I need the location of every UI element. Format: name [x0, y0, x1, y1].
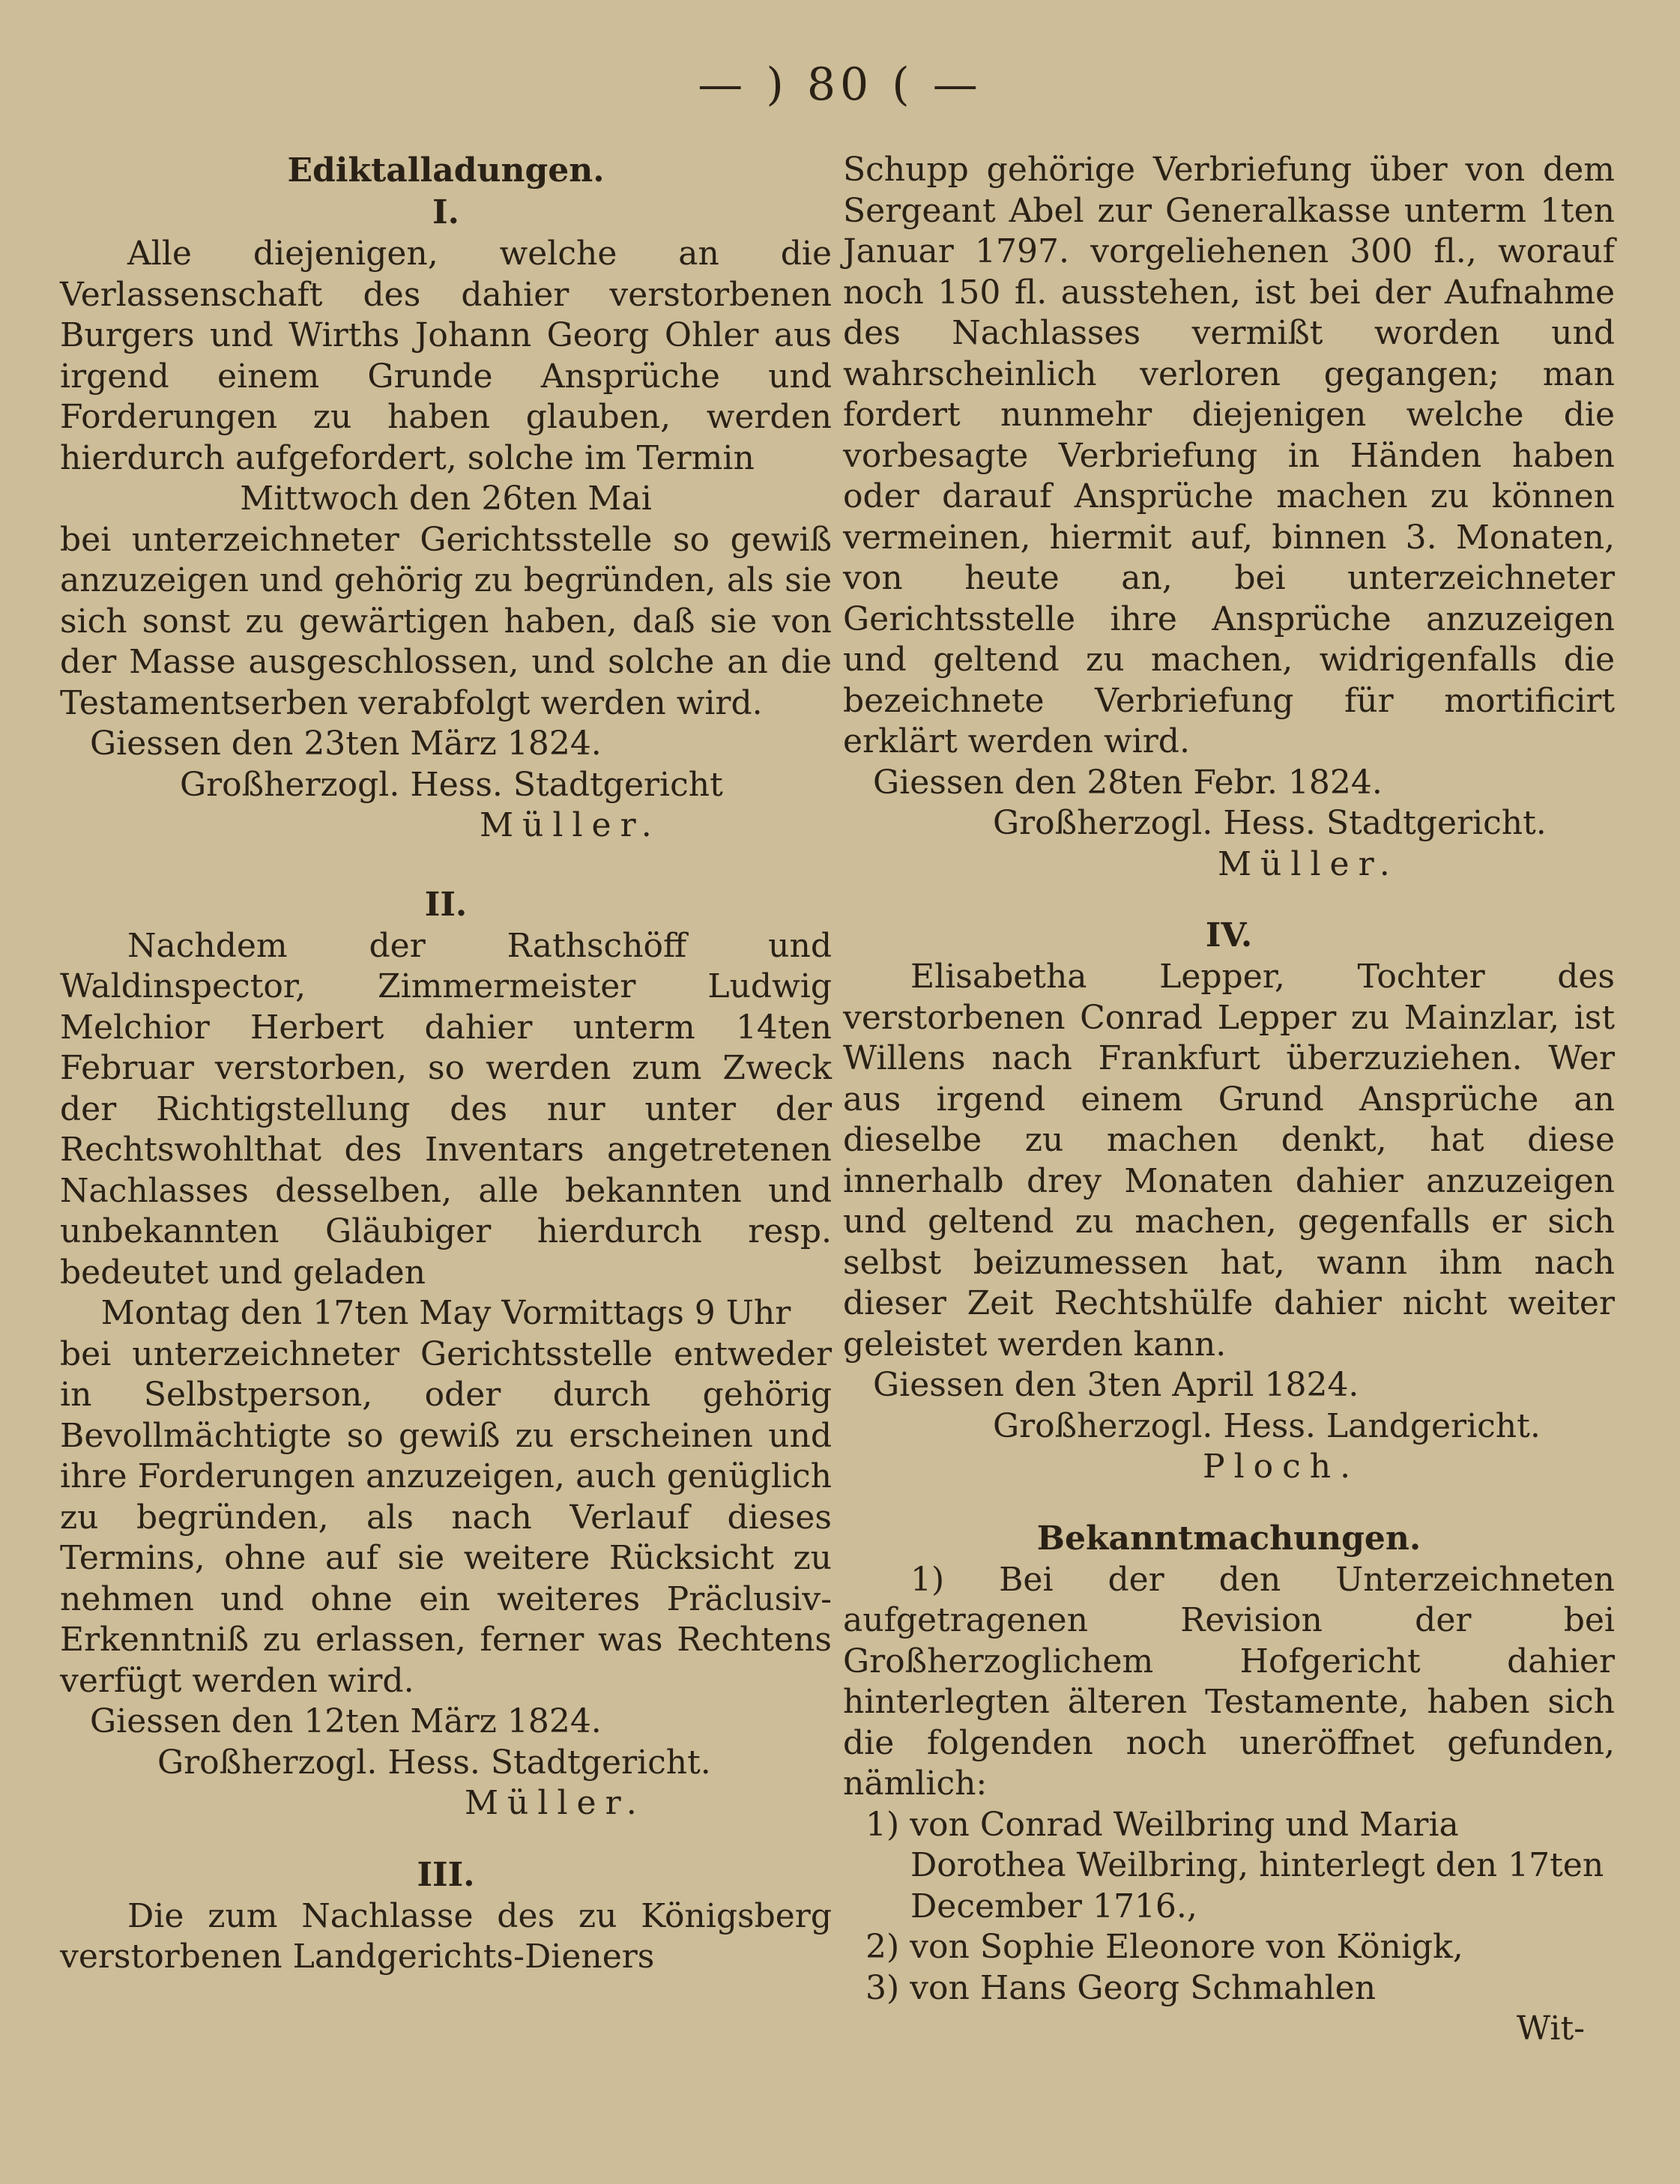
left-column [60, 150, 832, 1978]
notice-numeral-3: III. [417, 1855, 475, 1894]
notice-4-court: Großherzogl. Hess. Landgericht. [993, 1406, 1541, 1445]
notice-2-body-cont: bei unterzeichneter Gerichtsstelle entweder in Selbstperson, oder durch gehörig Bevollmächtigte so gewiß zu erscheinen und ihre Forderungen anzuzeigen, auch genüglich zu begründen, als nach Verlauf dieses Termins, ohne auf sie weitere Rücksicht zu nehmen und ohne ein weiteres Präclusiv-Erkenntniß zu erlassen, ferner was Rechtens verfügt werden wird. [60, 1334, 832, 1700]
notice-numeral-1: I. [432, 193, 459, 232]
notice-4-date: Giessen den 3ten April 1824. [873, 1366, 1359, 1404]
notice-4-body: Elisabetha Lepper, Tochter des verstorbenen Conrad Lepper zu Mainzlar, ist Willens nach Frankfurt überzuziehen. Wer aus irgend einem Grund Ansprüche an dieselbe zu machen denkt, hat diese innerhalb drey Monaten dahier anzuzeigen und geltend zu machen, gegenfalls er sich selbst beizumessen hat, wann ihm nach dieser Zeit Rechtshülfe dahier nicht weiter geleistet werden kann. [843, 958, 1615, 1364]
notice-2-date: Giessen den 12ten März 1824. [90, 1702, 602, 1740]
notice-1-date: Giessen den 23ten März 1824. [90, 725, 602, 763]
catchword: Wit- [1516, 2009, 1585, 2048]
notice-3-body: Die zum Nachlasse des zu Königsberg verstorbenen Landgerichts-Dieners [60, 1896, 832, 1976]
section-heading-bekanntmachungen: Bekanntmachungen. [1036, 1519, 1421, 1558]
right-column [843, 150, 1615, 2050]
testament-item-2: 2) von Sophie Eleonore von Königk, [865, 1928, 1463, 1966]
notice-3-body-cont: Schupp gehörige Verbriefung über von dem Sergeant Abel zur Generalkasse unterm 1ten Januar 1797. vorgeliehenen 300 fl., worauf noch 150 fl. ausstehen, ist bei der Aufnahme des Nachlasses vermißt worden und wahrscheinlich verloren gegangen; man fordert nunmehr diejenigen welche die vorbesagte Verbriefung in Händen haben oder darauf Ansprüche machen zu können vermeinen, hiermit auf, binnen 3. Monaten, von heute an, bei unterzeichneter Gerichtsstelle ihre Ansprüche anzuzeigen und geltend zu machen, widrigenfalls die bezeichnete Verbriefung für mortificirt erklärt werden wird. [843, 151, 1615, 760]
notice-numeral-4: IV. [1205, 916, 1253, 955]
page-number: — ) 80 ( — [698, 58, 982, 111]
notice-1-body: Alle diejenigen, welche an die Verlassenschaft des dahier verstorbenen Burgers und Wirths Johann Georg Ohler aus irgend einem Grunde Ansprüche und Forderungen zu haben glauben, werden hierdurch aufgefordert, solche im Termin [60, 235, 832, 477]
notice-2-term: Montag den 17ten May Vormittags 9 Uhr [100, 1294, 791, 1332]
notice-2-body: Nachdem der Rathschöff und Waldinspector, Zimmermeister Ludwig Melchior Herbert dahier unterm 14ten Februar verstorben, so werden zum Zweck der Richtigstellung des nur unter der Rechtswohlthat des Inventars angetretenen Nachlasses desselben, alle bekannten und unbekannten Gläubiger hierdurch resp. bedeutet und geladen [60, 926, 832, 1292]
notice-2-judge: Müller. [465, 1784, 646, 1822]
notice-numeral-2: II. [424, 885, 468, 924]
notice-3-date: Giessen den 28ten Febr. 1824. [873, 763, 1383, 802]
notice-1-court: Großherzogl. Hess. Stadtgericht [180, 765, 723, 804]
notice-1-judge: Müller. [480, 806, 661, 844]
notice-1-body-cont: bei unterzeichneter Gerichtsstelle so gewiß anzuzeigen und gehörig zu begründen, als sie sich sonst zu gewärtigen haben, daß sie von der Masse ausgeschlossen, und solche an die Testamentserben verabfolgt werden wird. [60, 520, 832, 722]
notice-3-judge: Müller. [1218, 844, 1399, 883]
announcement-body: 1) Bei der den Unterzeichneten aufgetragenen Revision der bei Großherzoglichem Hofgericht dahier hinterlegten älteren Testamente, haben sich die folgenden noch uneröffnet gefunden, nämlich: [843, 1560, 1615, 1803]
notice-2-court: Großherzogl. Hess. Stadtgericht. [157, 1743, 711, 1782]
notice-4-judge: Ploch. [1203, 1448, 1360, 1486]
testament-item-1: 1) von Conrad Weilbring und Maria Dorothea Weilbring, hinterlegt den 17ten December 1716., [865, 1805, 1604, 1926]
notice-3-court: Großherzogl. Hess. Stadtgericht. [993, 804, 1547, 842]
testament-item-3: 3) von Hans Georg Schmahlen [865, 1968, 1377, 2007]
notice-1-term: Mittwoch den 26ten Mai [240, 480, 652, 518]
section-heading-ediktalladungen: Ediktalladungen. [287, 151, 605, 190]
